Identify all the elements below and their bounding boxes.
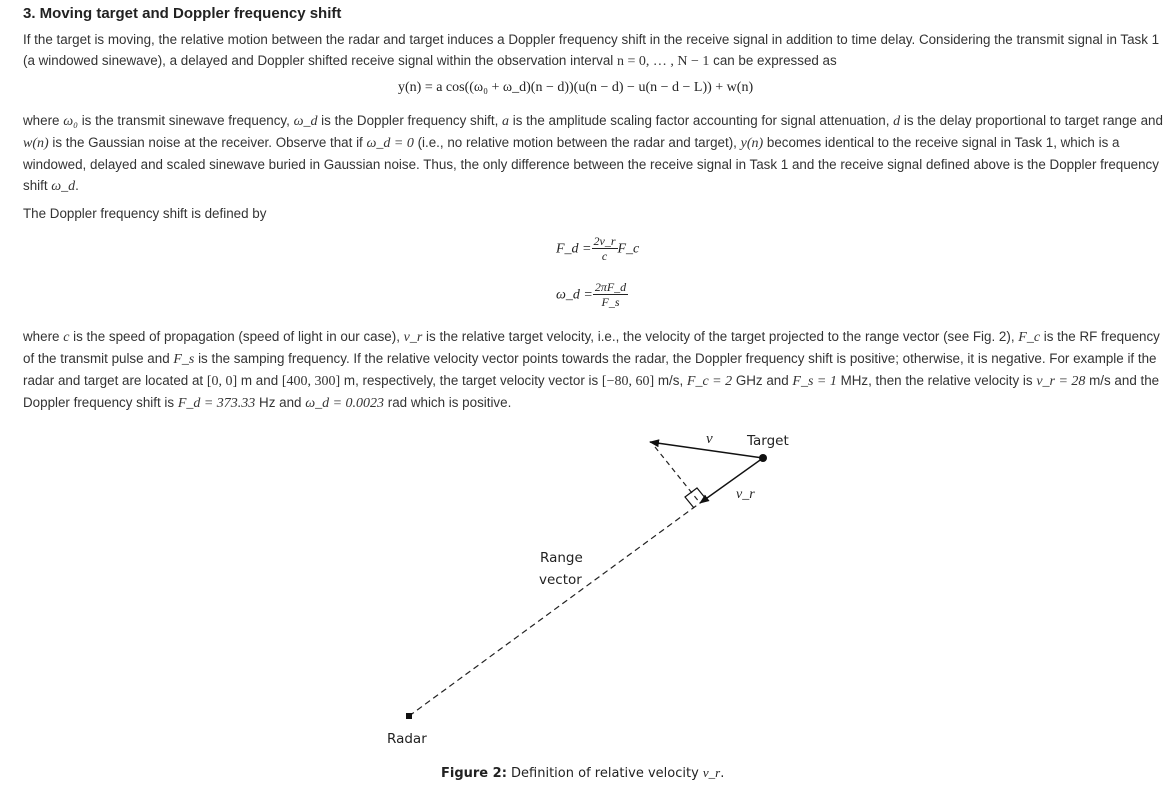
- figure-caption: Figure 2: Definition of relative velocity v_r.: [441, 765, 725, 781]
- velocity-label: v: [706, 431, 713, 447]
- doppler-intro-text: The Doppler frequency shift is defined by: [23, 206, 267, 221]
- intro-paragraph: If the target is moving, the relative motion between the radar and target induces a Doppler frequency shift in the receive signal in addition to time delay. Considering the transmit signal in Task 1 (a windowed sinewave), a delayed and Doppler shifted receive signal within the observation interval n = 0, … , N − 1 can be expressed as: [23, 32, 1160, 69]
- range-label: Range: [540, 550, 583, 566]
- range-vector-line: [409, 503, 700, 716]
- receive-signal-equation: y(n) = a cos((ω₀ + ω_d)(n − d))(u(n − d) − u(n − d − L)) + w(n): [398, 80, 754, 95]
- vector-label: vector: [539, 572, 582, 588]
- definitions-paragraph: where ω₀ is the transmit sinewave frequency, ω_d is the Doppler frequency shift, a is the amplitude scaling factor accounting for signal attenuation, d is the delay proportional to target range and w(n) is the Gaussian noise at the receiver. Observe that if ω_d = 0 (i.e., no relative motion between the radar and target), y(n) becomes identical to the receive signal in Task 1, which is a windowed, delayed and scaled sinewave buried in Gaussian noise. Thus, the only difference between the receive signal in Task 1 and the receive signal defined above is the Doppler frequency shift ω_d.: [23, 113, 1163, 194]
- radar-point: [406, 713, 412, 719]
- projection-line: [655, 447, 700, 503]
- target-label: Target: [747, 433, 789, 449]
- target-point: [759, 454, 767, 462]
- relative-velocity-label: v_r: [736, 487, 755, 502]
- doppler-angular-equation: ω_d = $\frac{2\pi F\_d}{F\_s}$: [556, 280, 627, 309]
- radar-label: Radar: [387, 731, 427, 747]
- section-heading: 3. Moving target and Doppler frequency shift: [23, 5, 342, 22]
- variables-paragraph: where c is the speed of propagation (speed of light in our case), v_r is the relative target velocity, i.e., the velocity of the target projected to the range vector (see Fig. 2), F_c is the RF frequency of the transmit pulse and F_s is the samping frequency. If the relative velocity vector points towards the radar, the Doppler frequency shift is positive; otherwise, it is negative. For example if the radar and target are located at [0, 0] m and [400, 300] m, respectively, the target velocity vector is [−80, 60] m/s, F_c = 2 GHz and F_s = 1 MHz, then the relative velocity is v_r = 28 m/s and the Doppler frequency shift is F_d = 373.33 Hz and ω_d = 0.0023 rad which is positive.: [23, 329, 1160, 411]
- doppler-frequency-equation: F_d = $\frac{2v\_r}{c}$ F_c: [556, 234, 640, 263]
